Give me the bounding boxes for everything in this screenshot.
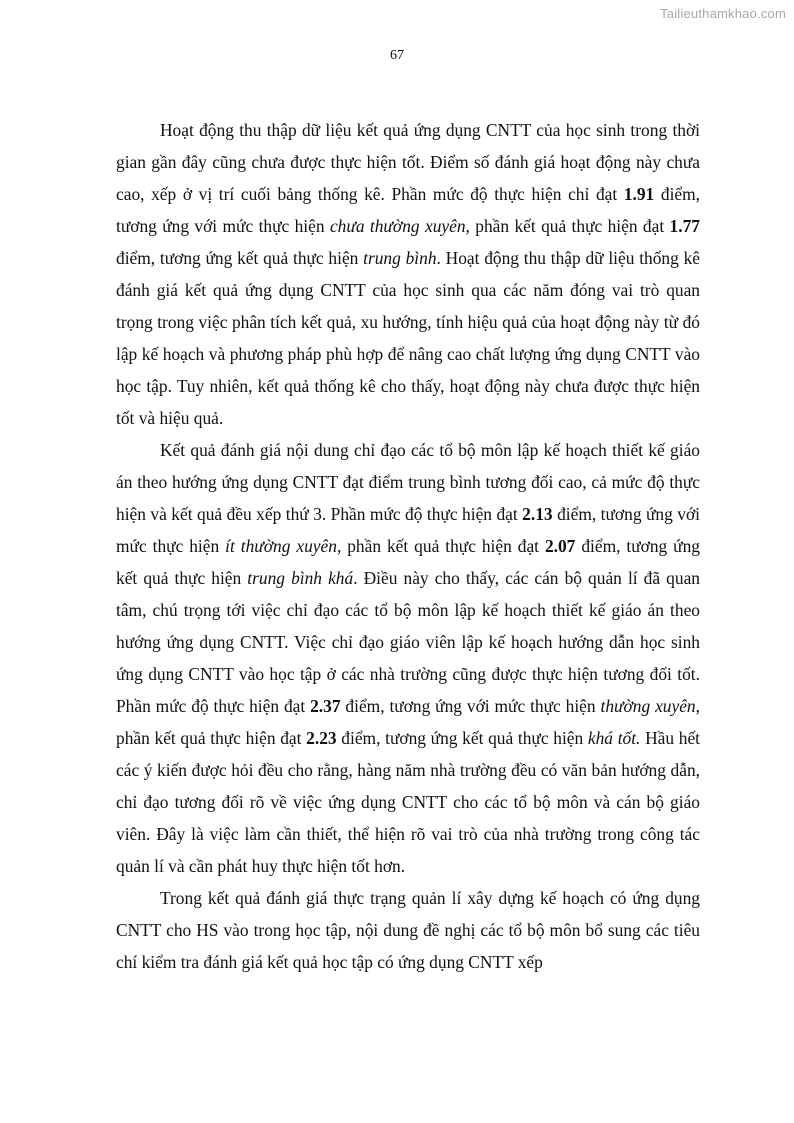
text-run: điểm, tương ứng với mức thực hiện	[340, 696, 601, 716]
bold-score: 2.37	[310, 696, 341, 716]
text-run: Hầu hết các ý kiến được hỏi đều cho rằng, hàng năm nhà trường đều có văn bản hướng dẫn, chỉ đạo tương đối rõ về việc ứng dụng CNTT cho các tổ bộ môn và cán bộ giáo viên. Đây là việc làm cần thiết, thể hiện rõ vai trò của nhà trường trong công tác quản lí và cần phát huy thực hiện tốt hơn.	[116, 728, 701, 876]
text-run: Hoạt động thu thập dữ liệu kết quả ứng dụng CNTT của học sinh trong thời gian gần đây cũng chưa được thực hiện tốt. Điểm số đánh giá hoạt động này chưa cao, xếp ở vị trí cuối bảng thống kê. Phần mức độ thực hiện chỉ đạt	[116, 120, 700, 204]
italic-term: trung bình khá	[247, 568, 354, 588]
bold-score: 2.07	[544, 536, 576, 556]
paragraph-2	[116, 434, 700, 882]
bold-score: 2.23	[306, 728, 337, 748]
paragraph-1	[116, 114, 700, 434]
bold-score: 1.77	[669, 216, 700, 236]
italic-term: chưa thường xuyên	[329, 216, 466, 236]
text-run: . Điều này cho thấy, các cán bộ quản lí đã quan tâm, chú trọng tới việc chỉ đạo các tổ bộ môn lập kế hoạch thiết kế giáo án theo hướng ứng dụng CNTT. Việc chỉ đạo giáo viên lập kế hoạch hướng dẫn học sinh ứng dụng CNTT vào học tập ở các nhà trường cũng được thực hiện tương đối tốt. Phần mức độ thực hiện đạt	[116, 568, 700, 716]
text-run: điểm, tương ứng với mức thực hiện	[116, 184, 700, 236]
watermark: Tailieuthamkhao.com	[660, 6, 786, 21]
bold-score: 2.13	[522, 504, 553, 524]
text-run: điểm, tương ứng với mức thực hiện	[116, 504, 700, 556]
text-run: điểm, tương ứng kết quả thực hiện	[116, 248, 364, 268]
italic-term: ít thường xuyên	[225, 536, 337, 556]
text-run: Trong kết quả đánh giá thực trạng quản lí xây dựng kế hoạch có ứng dụng CNTT cho HS vào trong học tập, nội dung đề nghị các tổ bộ môn bổ sung các tiêu chí kiểm tra đánh giá kết quả học tập có ứng dụng CNTT xếp	[116, 888, 700, 972]
text-run: , phần kết quả thực hiện đạt	[116, 696, 700, 748]
italic-term: trung bình	[363, 248, 437, 268]
bold-score: 1.91	[623, 184, 655, 204]
italic-term: thường xuyên	[600, 696, 696, 716]
text-run: điểm, tương ứng kết quả thực hiện	[336, 728, 588, 748]
document-body	[116, 114, 700, 978]
text-run: , phần kết quả thực hiện đạt	[465, 216, 670, 236]
text-run: . Hoạt động thu thập dữ liệu thống kê đánh giá kết quả ứng dụng CNTT của học sinh qua các năm đóng vai trò quan trọng trong việc phân tích kết quả, xu hướng, tính hiệu quả của hoạt động này từ đó lập kế hoạch và phương pháp phù hợp để nâng cao chất lượng ứng dụng CNTT vào học tập. Tuy nhiên, kết quả thống kê cho thấy, hoạt động này chưa được thực hiện tốt và hiệu quả.	[116, 248, 700, 428]
text-run: điểm, tương ứng kết quả thực hiện	[116, 536, 700, 588]
text-run: , phần kết quả thực hiện đạt	[336, 536, 545, 556]
text-run: Kết quả đánh giá nội dung chỉ đạo các tổ bộ môn lập kế hoạch thiết kế giáo án theo hướng ứng dụng CNTT đạt điểm trung bình tương đối cao, cả mức độ thực hiện và kết quả đều xếp thứ 3. Phần mức độ thực hiện đạt	[116, 440, 700, 524]
italic-term: khá tốt.	[587, 728, 641, 748]
page-number: 67	[390, 48, 404, 63]
paragraph-3	[116, 882, 700, 978]
